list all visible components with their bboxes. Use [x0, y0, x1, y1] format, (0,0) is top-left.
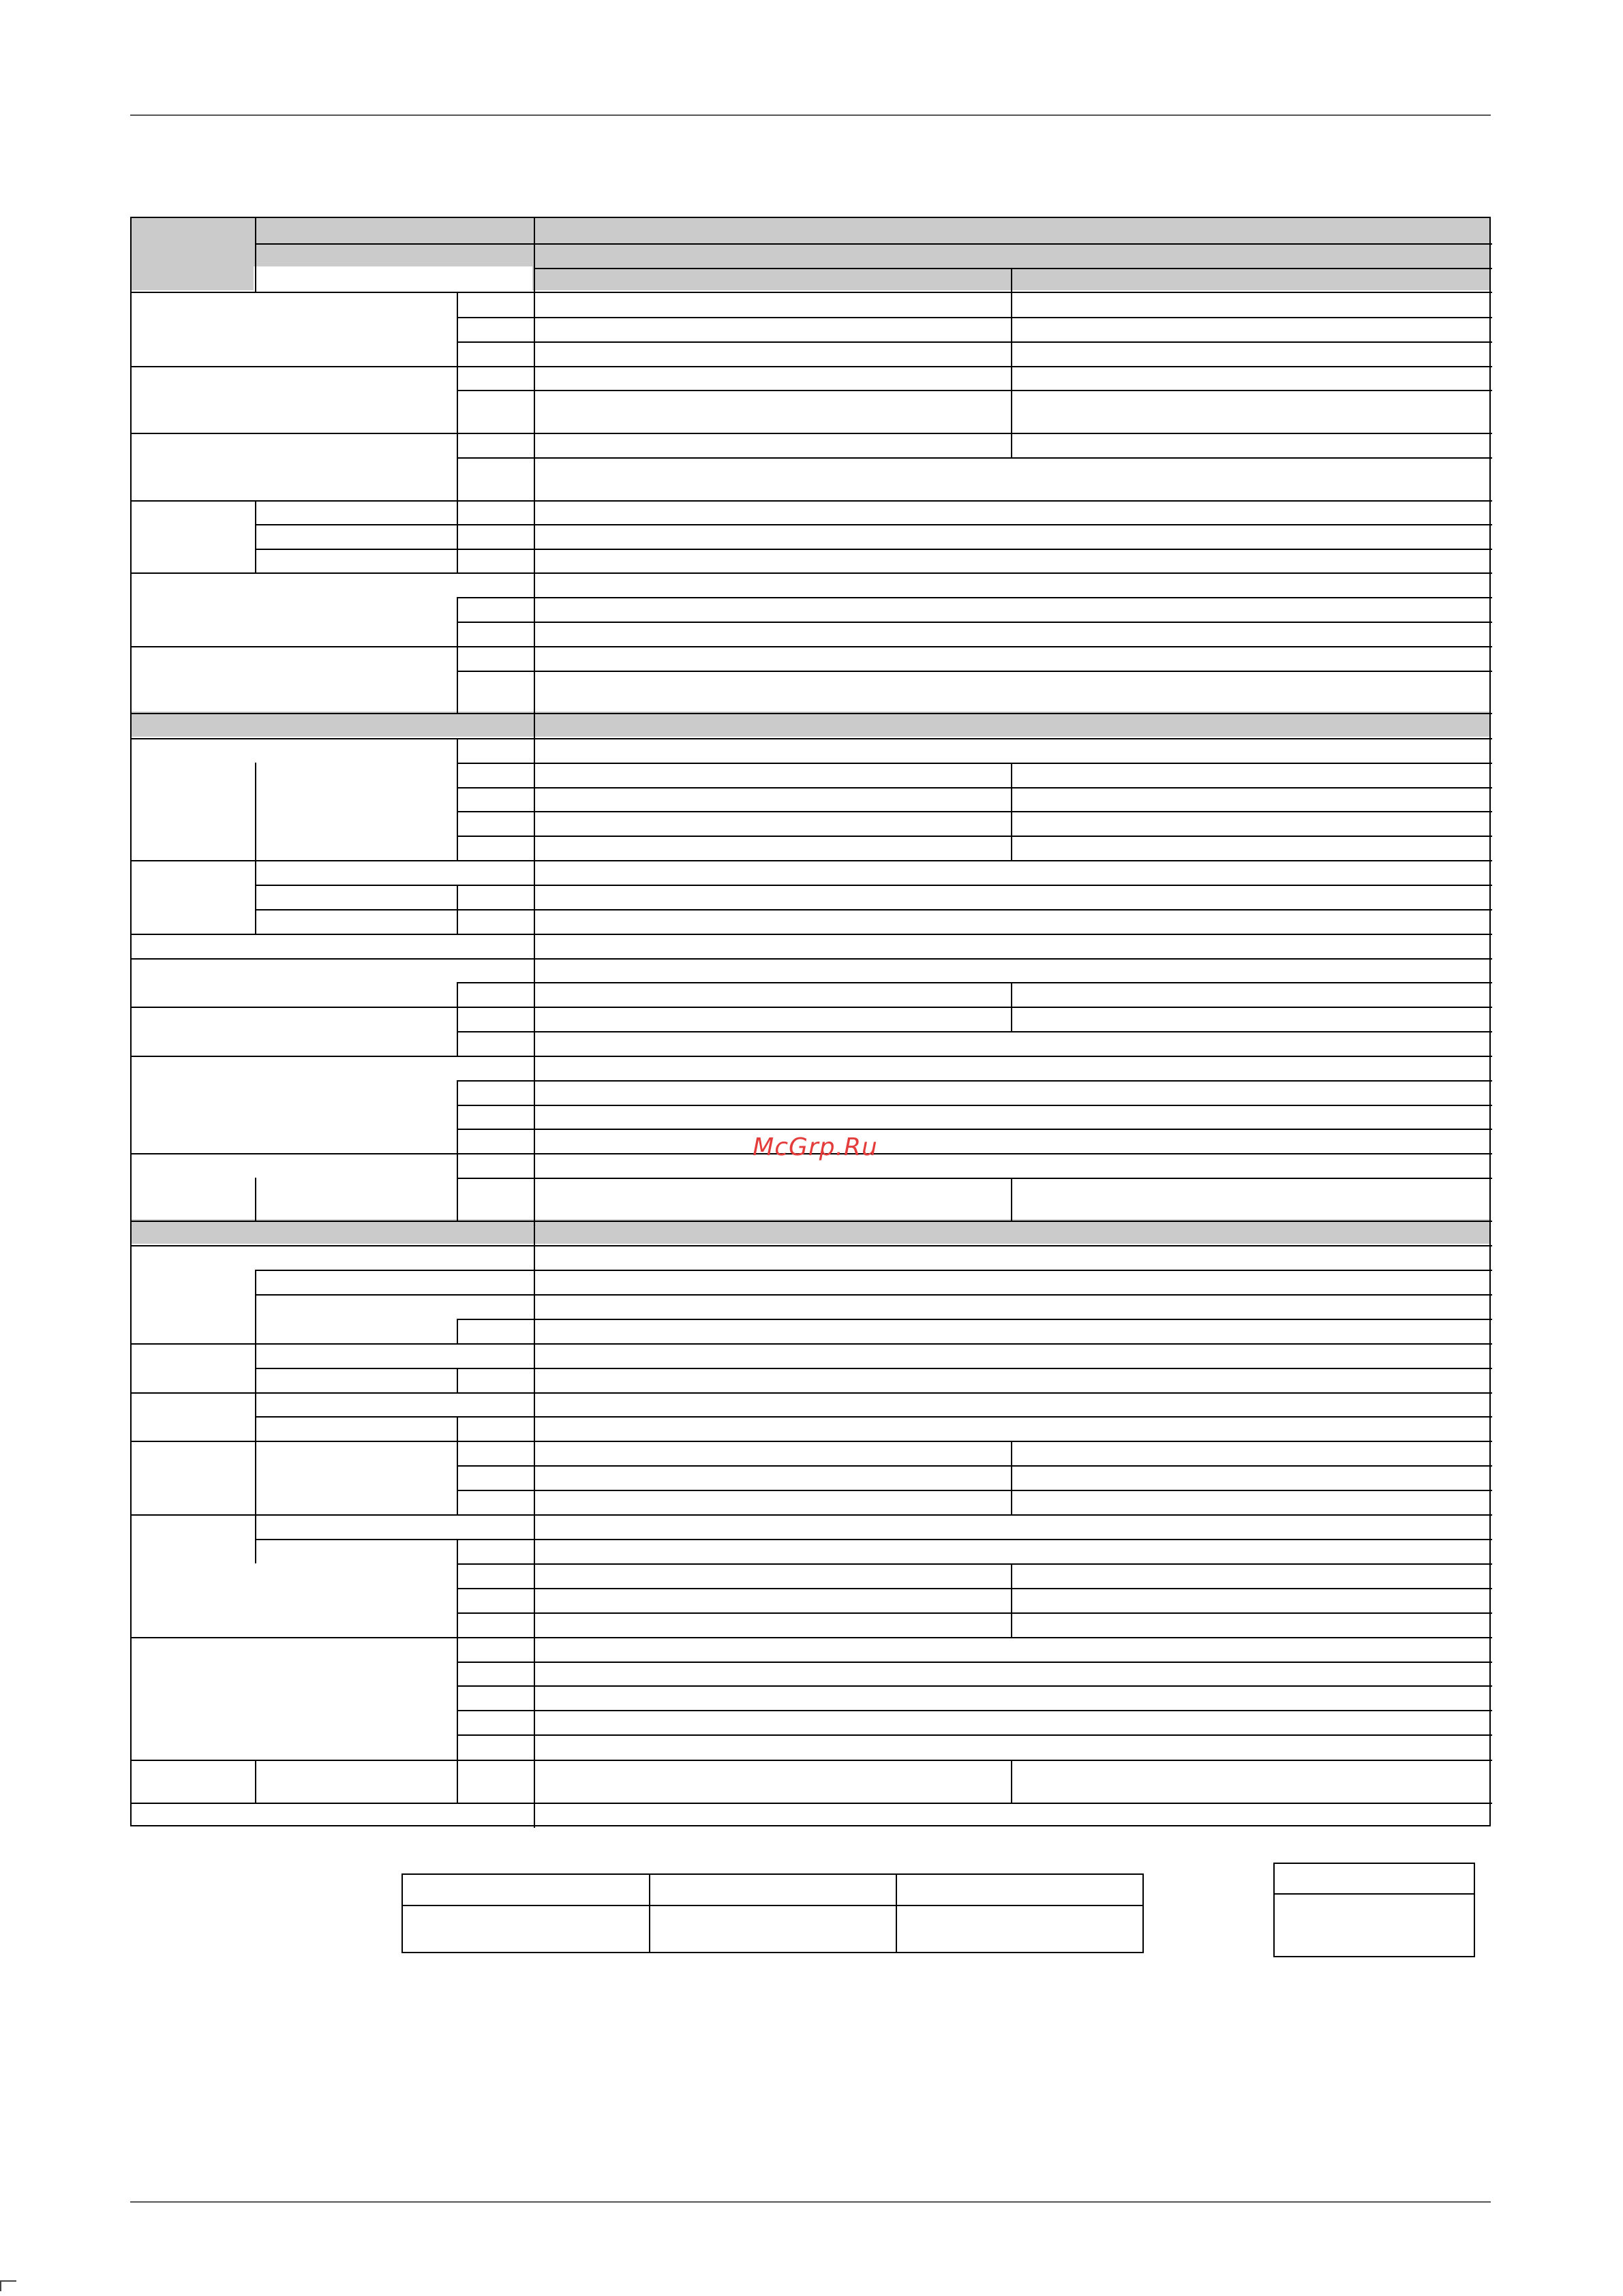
- table-rule: [132, 1803, 1492, 1804]
- table-rule: [457, 982, 458, 1007]
- table-rule: [457, 1685, 458, 1710]
- table-rule: [457, 292, 458, 366]
- table-rule: [255, 1514, 256, 1563]
- summary-box-right: [1273, 1863, 1475, 1957]
- table-rule: [457, 1319, 458, 1343]
- table-rule: [457, 622, 458, 646]
- table-rule: [255, 1539, 1492, 1540]
- table-rule: [255, 1343, 256, 1392]
- table-rule: [457, 1637, 458, 1662]
- table-rule: [255, 1294, 1492, 1296]
- table-rule: [132, 1221, 1492, 1222]
- table-rule: [132, 860, 1492, 861]
- corner-mark: [0, 2280, 16, 2291]
- table-rule: [255, 860, 256, 934]
- table-rule: [457, 1178, 458, 1221]
- table-rule: [457, 1734, 1492, 1736]
- table-rule: [457, 836, 1492, 837]
- table-rule: [255, 549, 1492, 550]
- table-rule: [457, 366, 458, 390]
- table-rule: [132, 1392, 1492, 1394]
- table-rule: [457, 1710, 1492, 1711]
- table-rule: [457, 1662, 458, 1685]
- table-rule: [457, 885, 458, 934]
- table-rule: [132, 1637, 1492, 1638]
- table-rule: [1011, 1563, 1012, 1637]
- table-rule: [457, 597, 1492, 598]
- table-rule: [457, 1178, 1492, 1179]
- table-rule: [457, 1760, 458, 1803]
- table-rule: [457, 1612, 1492, 1614]
- table-rule: [1011, 1178, 1012, 1221]
- table-rule: [132, 646, 1492, 647]
- table-rule: [457, 341, 1492, 343]
- table-rule: [457, 433, 458, 457]
- table-rule: [457, 317, 1492, 318]
- table-rule: [255, 218, 256, 292]
- table-rule: [132, 958, 1492, 960]
- table-rule: [457, 390, 458, 433]
- table-rule: [255, 1270, 1492, 1271]
- table-rule: [1011, 763, 1012, 860]
- table-rule: [457, 1007, 458, 1031]
- table-rule: [132, 1441, 1492, 1442]
- table-rule: [255, 524, 1492, 525]
- table-rule: [132, 1514, 1492, 1516]
- table-rule: [457, 1441, 458, 1514]
- table-rule: [255, 763, 256, 860]
- table-rule: [255, 1270, 256, 1343]
- table-rule: [457, 1685, 1492, 1687]
- table-rule: [457, 1588, 1492, 1589]
- table-rule: [457, 763, 1492, 764]
- table-rule: [457, 1662, 1492, 1663]
- table-rule: [457, 457, 1492, 459]
- table-rule: [457, 1465, 1492, 1467]
- table-rule: [457, 646, 458, 671]
- table-rule: [457, 982, 1492, 983]
- table-rule: [255, 909, 1492, 910]
- table-rule: [457, 787, 1492, 789]
- specifications-table: [130, 217, 1491, 1826]
- table-rule: [132, 433, 1492, 434]
- table-rule: [457, 500, 458, 572]
- table-rule: [1011, 982, 1012, 1031]
- table-rule: [132, 1343, 1492, 1345]
- table-rule: [255, 243, 1492, 245]
- table-rule: [457, 1539, 458, 1563]
- table-rule: [457, 671, 458, 713]
- table-rule: [457, 1031, 458, 1056]
- table-rule: [457, 1080, 1492, 1082]
- table-rule: [255, 500, 256, 572]
- table-rule: [457, 1710, 458, 1734]
- table-rule: [457, 1563, 1492, 1565]
- table-rule: [255, 1178, 256, 1221]
- table-rule: [132, 934, 1492, 935]
- table-rule: [132, 1245, 1492, 1246]
- table-rule: [457, 763, 458, 860]
- table-rule: [457, 1080, 458, 1178]
- table-rule: [457, 1563, 458, 1588]
- table-rule: [457, 1490, 1492, 1491]
- table-rule: [255, 1760, 256, 1803]
- table-rule: [457, 1129, 1492, 1130]
- watermark: McGrp.Ru: [753, 1133, 878, 1161]
- footer-rule: [130, 2201, 1491, 2203]
- table-rule: [534, 268, 1492, 269]
- table-rule: [255, 1416, 1492, 1418]
- table-rule: [255, 1392, 256, 1441]
- table-rule: [132, 366, 1492, 367]
- table-rule: [457, 1368, 458, 1392]
- table-rule: [457, 1416, 458, 1441]
- table-rule: [132, 1007, 1492, 1008]
- table-rule: [457, 1612, 458, 1637]
- table-rule: [255, 885, 1492, 886]
- table-rule: [457, 1734, 458, 1760]
- header-rule: [130, 114, 1491, 116]
- table-rule: [457, 597, 458, 622]
- table-rule: [132, 1056, 1492, 1057]
- table-rule: [457, 457, 458, 500]
- table-rule: [457, 1031, 1492, 1032]
- table-rule: [457, 1105, 1492, 1106]
- table-rule: [132, 738, 1492, 739]
- table-rule: [255, 1441, 256, 1514]
- table-rule: [132, 500, 1492, 502]
- table-rule: [132, 713, 1492, 714]
- table-rule: [457, 671, 1492, 672]
- table-rule: [1011, 268, 1012, 457]
- table-rule: [457, 622, 1492, 623]
- table-rule: [457, 811, 1492, 812]
- table-rule: [457, 390, 1492, 391]
- summary-box-three-column: [401, 1873, 1144, 1953]
- table-rule: [132, 1760, 1492, 1761]
- table-rule: [1011, 1760, 1012, 1803]
- table-rule: [457, 1319, 1492, 1320]
- table-rule: [534, 218, 535, 1828]
- table-rule: [132, 292, 1492, 293]
- table-rule: [457, 1588, 458, 1612]
- table-rule: [255, 1368, 1492, 1369]
- table-rule: [1011, 1441, 1012, 1514]
- table-rule: [132, 572, 1492, 574]
- table-rule: [457, 738, 458, 763]
